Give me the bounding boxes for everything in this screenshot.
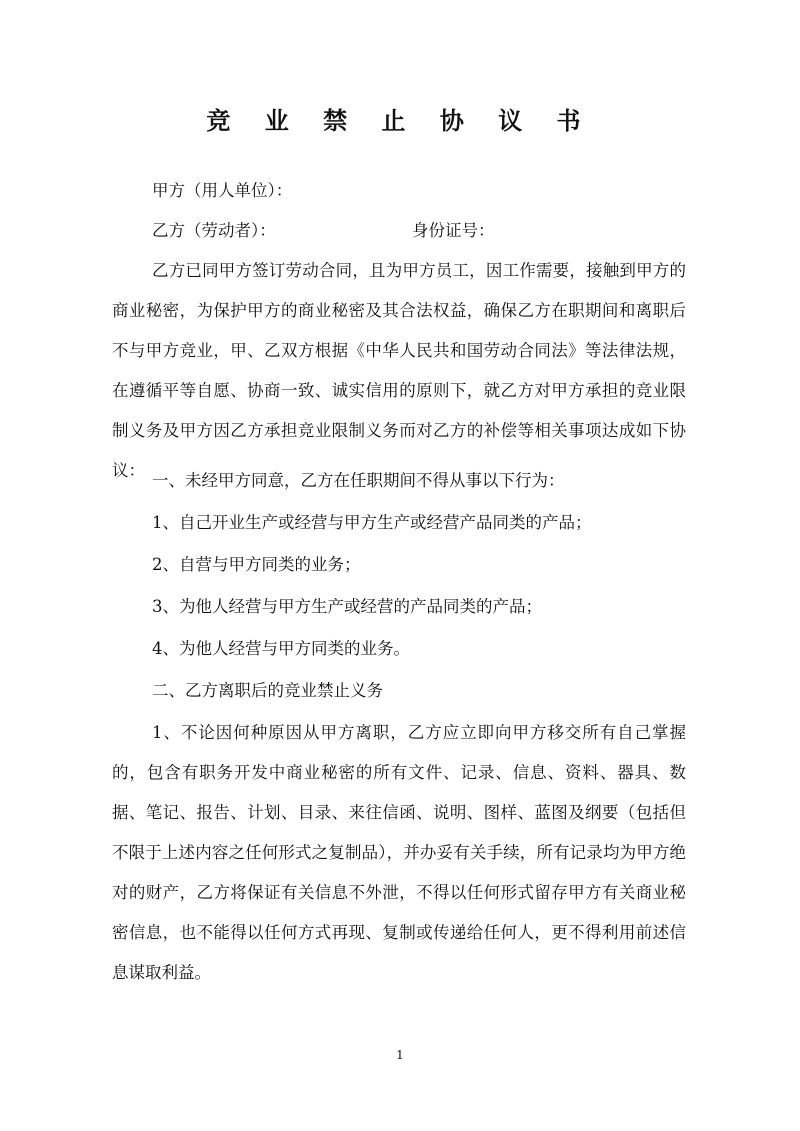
section-1-heading: 一、未经甲方同意，乙方在任职期间不得从事以下行为： (152, 471, 565, 490)
page-number: 1 (396, 1048, 404, 1062)
party-b-label: 乙方（劳动者）： (152, 221, 276, 240)
document-title: 竞 业 禁 止 协 议 书 (206, 106, 594, 135)
party-a-label: 甲方（用人单位）： (152, 181, 293, 200)
section-1-item: 2、自营与甲方同类的业务； (152, 555, 361, 574)
section-2-heading: 二、乙方离职后的竞业禁止义务 (152, 681, 383, 700)
section-1-item: 3、为他人经营与甲方生产或经营的产品同类的产品； (152, 597, 542, 616)
id-number-label: 身份证号： (412, 221, 495, 240)
section-1-item: 4、为他人经营与甲方同类的业务。 (152, 639, 410, 658)
preamble-paragraph: 乙方已同甲方签订劳动合同，且为甲方员工，因工作需要，接触到甲方的商业秘密，为保护甲方的商业秘密及其合法权益，确保乙方在职期间和离职后不与甲方竞业，甲、乙双方根据《中华人民共和国劳动合同法》等法律法规，在遵循平等自愿、协商一致、诚实信用的原则下，就乙方对甲方承担的竞业限制义务及甲方因乙方承担竞业限制义务而对乙方的补偿等相关事项达成如下协议： (112, 261, 686, 480)
section-2-item-1-paragraph: 1、不论因何种原因从甲方离职，乙方应立即向甲方移交所有自己掌握的，包含有职务开发中商业秘密的所有文件、记录、信息、资料、器具、数据、笔记、报告、计划、目录、来往信函、说明、图样、蓝图及纲要（包括但不限于上述内容之任何形式之复制品），并办妥有关手续，所有记录均为甲方绝对的财产，乙方将保证有关信息不外泄，不得以任何形式留存甲方有关商业秘密信息，也不能得以任何方式再现、复制或传递给任何人，更不得利用前述信息谋取利益。 (112, 723, 686, 982)
section-1-item: 1、自己开业生产或经营与甲方生产或经营产品同类的产品； (152, 513, 592, 532)
